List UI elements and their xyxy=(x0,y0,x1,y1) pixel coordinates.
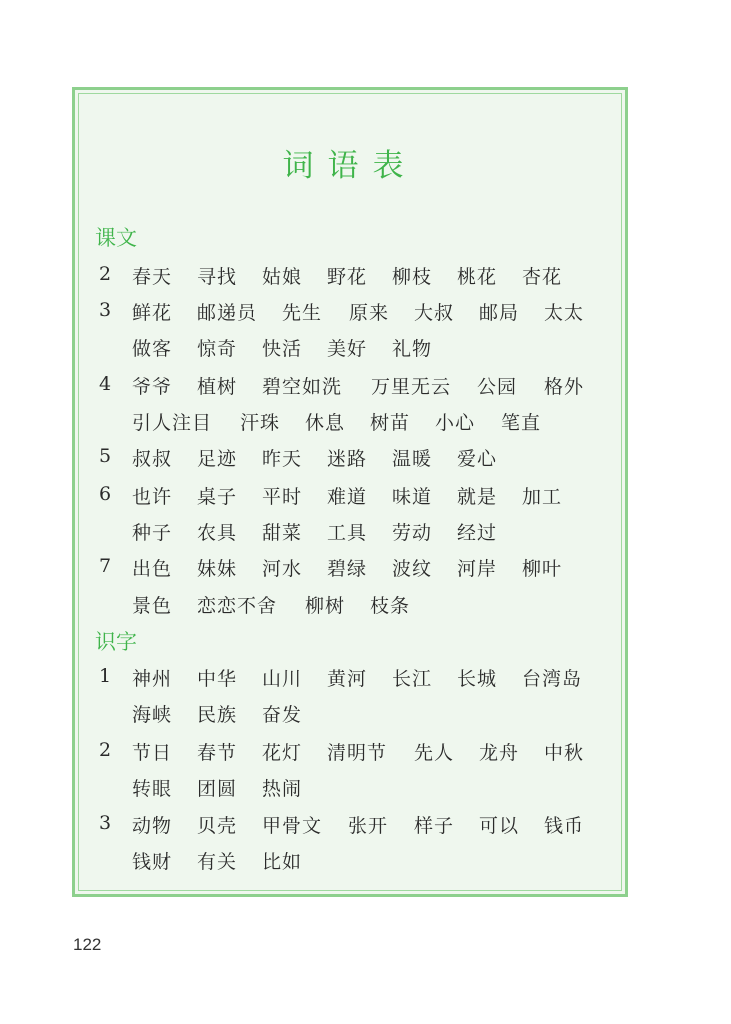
vocabulary-word: 钱财 xyxy=(132,851,173,873)
lesson-number: 2 xyxy=(99,739,112,761)
vocabulary-word: 动物 xyxy=(132,815,173,837)
vocabulary-word: 也许 xyxy=(132,486,173,508)
vocabulary-word: 礼物 xyxy=(392,338,433,360)
vocabulary-word: 民族 xyxy=(197,704,238,726)
vocabulary-word: 经过 xyxy=(457,522,498,544)
vocabulary-word: 邮局 xyxy=(479,302,520,324)
lesson-number: 7 xyxy=(99,555,112,577)
vocabulary-word: 河岸 xyxy=(457,558,498,580)
vocabulary-word: 中华 xyxy=(197,668,238,690)
vocabulary-word: 杏花 xyxy=(522,266,563,288)
vocabulary-word: 样子 xyxy=(414,815,455,837)
vocabulary-word: 足迹 xyxy=(197,448,238,470)
lesson-number: 5 xyxy=(99,445,112,467)
vocabulary-word: 长城 xyxy=(457,668,498,690)
vocabulary-word: 黄河 xyxy=(327,668,368,690)
word-row xyxy=(75,262,625,292)
vocabulary-word: 神州 xyxy=(132,668,173,690)
vocabulary-word: 景色 xyxy=(132,595,173,617)
vocabulary-word: 河水 xyxy=(262,558,303,580)
lesson-number: 2 xyxy=(99,263,112,285)
vocabulary-word: 海峡 xyxy=(132,704,173,726)
vocabulary-word: 甜菜 xyxy=(262,522,303,544)
vocabulary-word: 柳树 xyxy=(305,595,346,617)
section-label-kewen: 课文 xyxy=(95,226,137,250)
vocabulary-word: 柳叶 xyxy=(522,558,563,580)
vocabulary-word: 贝壳 xyxy=(197,815,238,837)
vocabulary-word: 难道 xyxy=(327,486,368,508)
vocabulary-word: 转眼 xyxy=(132,778,173,800)
word-row xyxy=(75,334,625,364)
vocabulary-word: 龙舟 xyxy=(479,742,520,764)
vocabulary-word: 比如 xyxy=(262,851,303,873)
vocabulary-word: 爱心 xyxy=(457,448,498,470)
word-row xyxy=(75,738,625,768)
vocabulary-word: 快活 xyxy=(262,338,303,360)
word-row xyxy=(75,482,625,512)
vocabulary-word: 长江 xyxy=(392,668,433,690)
vocabulary-word: 劳动 xyxy=(392,522,433,544)
word-row xyxy=(75,591,625,621)
vocabulary-word: 引人注目 xyxy=(132,412,213,434)
vocabulary-word: 台湾岛 xyxy=(522,668,583,690)
vocabulary-word: 美好 xyxy=(327,338,368,360)
word-row xyxy=(75,700,625,730)
vocabulary-word: 惊奇 xyxy=(197,338,238,360)
vocabulary-word: 张开 xyxy=(348,815,389,837)
vocabulary-word: 春天 xyxy=(132,266,173,288)
lesson-number: 3 xyxy=(99,812,112,834)
vocabulary-word: 钱币 xyxy=(544,815,585,837)
vocabulary-frame xyxy=(72,87,628,897)
word-row xyxy=(75,408,625,438)
vocabulary-word: 鲜花 xyxy=(132,302,173,324)
vocabulary-word: 出色 xyxy=(132,558,173,580)
vocabulary-word: 姑娘 xyxy=(262,266,303,288)
vocabulary-word: 热闹 xyxy=(262,778,303,800)
vocabulary-word: 汗珠 xyxy=(240,412,281,434)
vocabulary-word: 平时 xyxy=(262,486,303,508)
word-row xyxy=(75,372,625,402)
vocabulary-word: 甲骨文 xyxy=(262,815,323,837)
vocabulary-word: 种子 xyxy=(132,522,173,544)
vocabulary-word: 节日 xyxy=(132,742,173,764)
vocabulary-word: 可以 xyxy=(479,815,520,837)
vocabulary-word: 农具 xyxy=(197,522,238,544)
vocabulary-word: 笔直 xyxy=(501,412,542,434)
vocabulary-word: 先人 xyxy=(414,742,455,764)
word-row xyxy=(75,298,625,328)
vocabulary-word: 恋恋不舍 xyxy=(197,595,278,617)
page-title: 词语表 xyxy=(282,148,418,184)
vocabulary-word: 就是 xyxy=(457,486,498,508)
vocabulary-word: 桃花 xyxy=(457,266,498,288)
vocabulary-word: 枝条 xyxy=(370,595,411,617)
vocabulary-word: 山川 xyxy=(262,668,303,690)
vocabulary-word: 味道 xyxy=(392,486,433,508)
vocabulary-word: 万里无云 xyxy=(371,376,452,398)
word-row xyxy=(75,811,625,841)
lesson-number: 6 xyxy=(99,483,112,505)
vocabulary-word: 休息 xyxy=(305,412,346,434)
vocabulary-word: 大叔 xyxy=(414,302,455,324)
vocabulary-word: 野花 xyxy=(327,266,368,288)
vocabulary-word: 植树 xyxy=(197,376,238,398)
vocabulary-word: 波纹 xyxy=(392,558,433,580)
vocabulary-word: 做客 xyxy=(132,338,173,360)
word-row xyxy=(75,847,625,877)
section-label-shizi: 识字 xyxy=(95,630,137,654)
vocabulary-word: 爷爷 xyxy=(132,376,173,398)
vocabulary-word: 温暖 xyxy=(392,448,433,470)
vocabulary-word: 先生 xyxy=(282,302,323,324)
vocabulary-word: 团圆 xyxy=(197,778,238,800)
vocabulary-word: 加工 xyxy=(522,486,563,508)
vocabulary-word: 树苗 xyxy=(370,412,411,434)
vocabulary-word: 叔叔 xyxy=(132,448,173,470)
page-number: 122 xyxy=(73,935,102,954)
vocabulary-word: 碧绿 xyxy=(327,558,368,580)
vocabulary-word: 奋发 xyxy=(262,704,303,726)
word-row xyxy=(75,774,625,804)
vocabulary-word: 妹妹 xyxy=(197,558,238,580)
vocabulary-word: 原来 xyxy=(349,302,390,324)
vocabulary-word: 中秋 xyxy=(544,742,585,764)
vocabulary-word: 迷路 xyxy=(327,448,368,470)
vocabulary-word: 昨天 xyxy=(262,448,303,470)
vocabulary-word: 格外 xyxy=(544,376,585,398)
vocabulary-word: 碧空如洗 xyxy=(262,376,343,398)
word-row xyxy=(75,554,625,584)
vocabulary-word: 春节 xyxy=(197,742,238,764)
vocabulary-word: 工具 xyxy=(327,522,368,544)
vocabulary-word: 太太 xyxy=(544,302,585,324)
word-row xyxy=(75,444,625,474)
lesson-number: 4 xyxy=(99,373,112,395)
vocabulary-word: 桌子 xyxy=(197,486,238,508)
vocabulary-word: 清明节 xyxy=(327,742,388,764)
lesson-number: 3 xyxy=(99,299,112,321)
vocabulary-word: 公园 xyxy=(477,376,518,398)
vocabulary-word: 有关 xyxy=(197,851,238,873)
word-row xyxy=(75,518,625,548)
vocabulary-word: 花灯 xyxy=(262,742,303,764)
vocabulary-word: 小心 xyxy=(435,412,476,434)
word-row xyxy=(75,664,625,694)
vocabulary-word: 柳枝 xyxy=(392,266,433,288)
vocabulary-word: 寻找 xyxy=(197,266,238,288)
vocabulary-word: 邮递员 xyxy=(197,302,258,324)
lesson-number: 1 xyxy=(99,665,112,687)
